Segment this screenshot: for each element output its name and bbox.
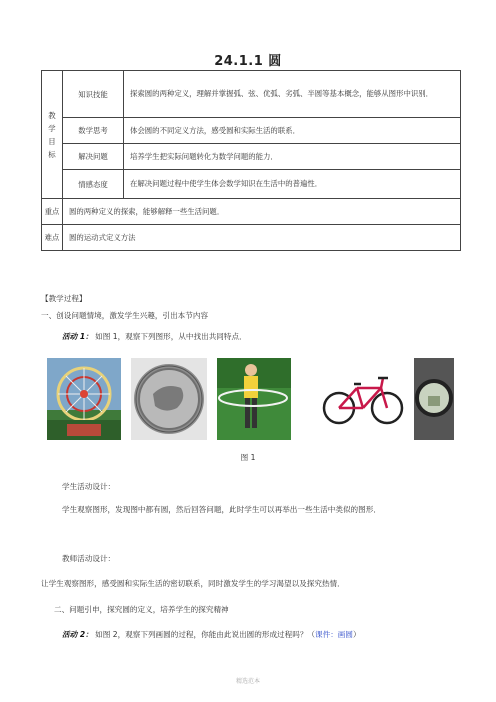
goals-label-char: 标	[48, 149, 56, 159]
activity-2-text: 如图 2，观察下列画圆的过程，你能由此说出圆的形成过程吗？（	[95, 630, 316, 639]
coin-photo	[131, 358, 207, 440]
activity-1	[62, 331, 247, 342]
page-footer: 精选范本	[235, 678, 260, 685]
row-text: 在解决问题过程中使学生体会数学知识在生活中的普遍性．	[124, 170, 461, 199]
ferris-wheel-photo	[47, 358, 121, 440]
activity-2-close: ）	[352, 630, 361, 639]
process-heading: 【教学过程】	[41, 294, 87, 303]
page-title: 24.1.1 圆	[214, 54, 282, 69]
row-label: 数学思考	[63, 118, 124, 144]
row-label: 解决问题	[63, 144, 124, 170]
goals-label	[42, 71, 63, 199]
row-label: 情感态度	[63, 170, 124, 199]
activity-2	[62, 629, 361, 640]
section-heading-2: 二、问题引申，探究圆的定义，培养学生的探究精神	[54, 605, 229, 614]
row-text: 培养学生把实际问题转化为数学问题的能力．	[124, 144, 461, 170]
hula-hoop-photo	[217, 358, 291, 440]
activity-2-label: 活动 2：	[62, 630, 93, 639]
activity-1-text: 如图 1，观察下列图形，从中找出共同特点．	[95, 332, 247, 341]
row-text: 体会圆的不同定义方法，感受圆和实际生活的联系．	[124, 118, 461, 144]
courseware-link[interactable]: 课件：画圆	[315, 630, 353, 639]
difficulty-text: 圆的运动式定义方法	[63, 225, 461, 251]
teacher-activity-text: 让学生观察图形，感受圆和实际生活的密切联系，同时激发学生的学习渴望以及探究热情．	[41, 579, 345, 588]
goals-label-char: 教	[48, 110, 56, 120]
figure-1-photos	[0, 358, 496, 440]
student-activity-text: 学生观察图形，发现图中都有圆，然后回答问题，此时学生可以再举出一些生活中类似的图形．	[62, 505, 381, 514]
student-activity-heading: 学生活动设计：	[62, 482, 116, 491]
row-label: 知识技能	[63, 71, 124, 118]
figure-1-caption: 图 1	[240, 453, 256, 462]
key-point-text: 圆的两种定义的探索，能够解释一些生活问题．	[63, 199, 461, 225]
section-heading-1: 一、创设问题情境，激发学生兴趣，引出本节内容	[41, 311, 209, 320]
difficulty-label: 难点	[42, 225, 63, 251]
goals-label-char: 目	[48, 136, 56, 146]
bicycle-photo	[321, 358, 405, 440]
row-text: 探索圆的两种定义，理解并掌握弧、弦、优弧、劣弧、半圆等基本概念，能够从图形中识别．	[124, 71, 461, 118]
activity-1-label: 活动 1：	[62, 332, 93, 341]
objectives-table	[41, 70, 461, 251]
teacher-activity-heading: 教师活动设计：	[62, 554, 116, 563]
round-doorway-photo	[414, 358, 454, 440]
goals-label-char: 学	[48, 123, 56, 133]
key-point-label: 重点	[42, 199, 63, 225]
